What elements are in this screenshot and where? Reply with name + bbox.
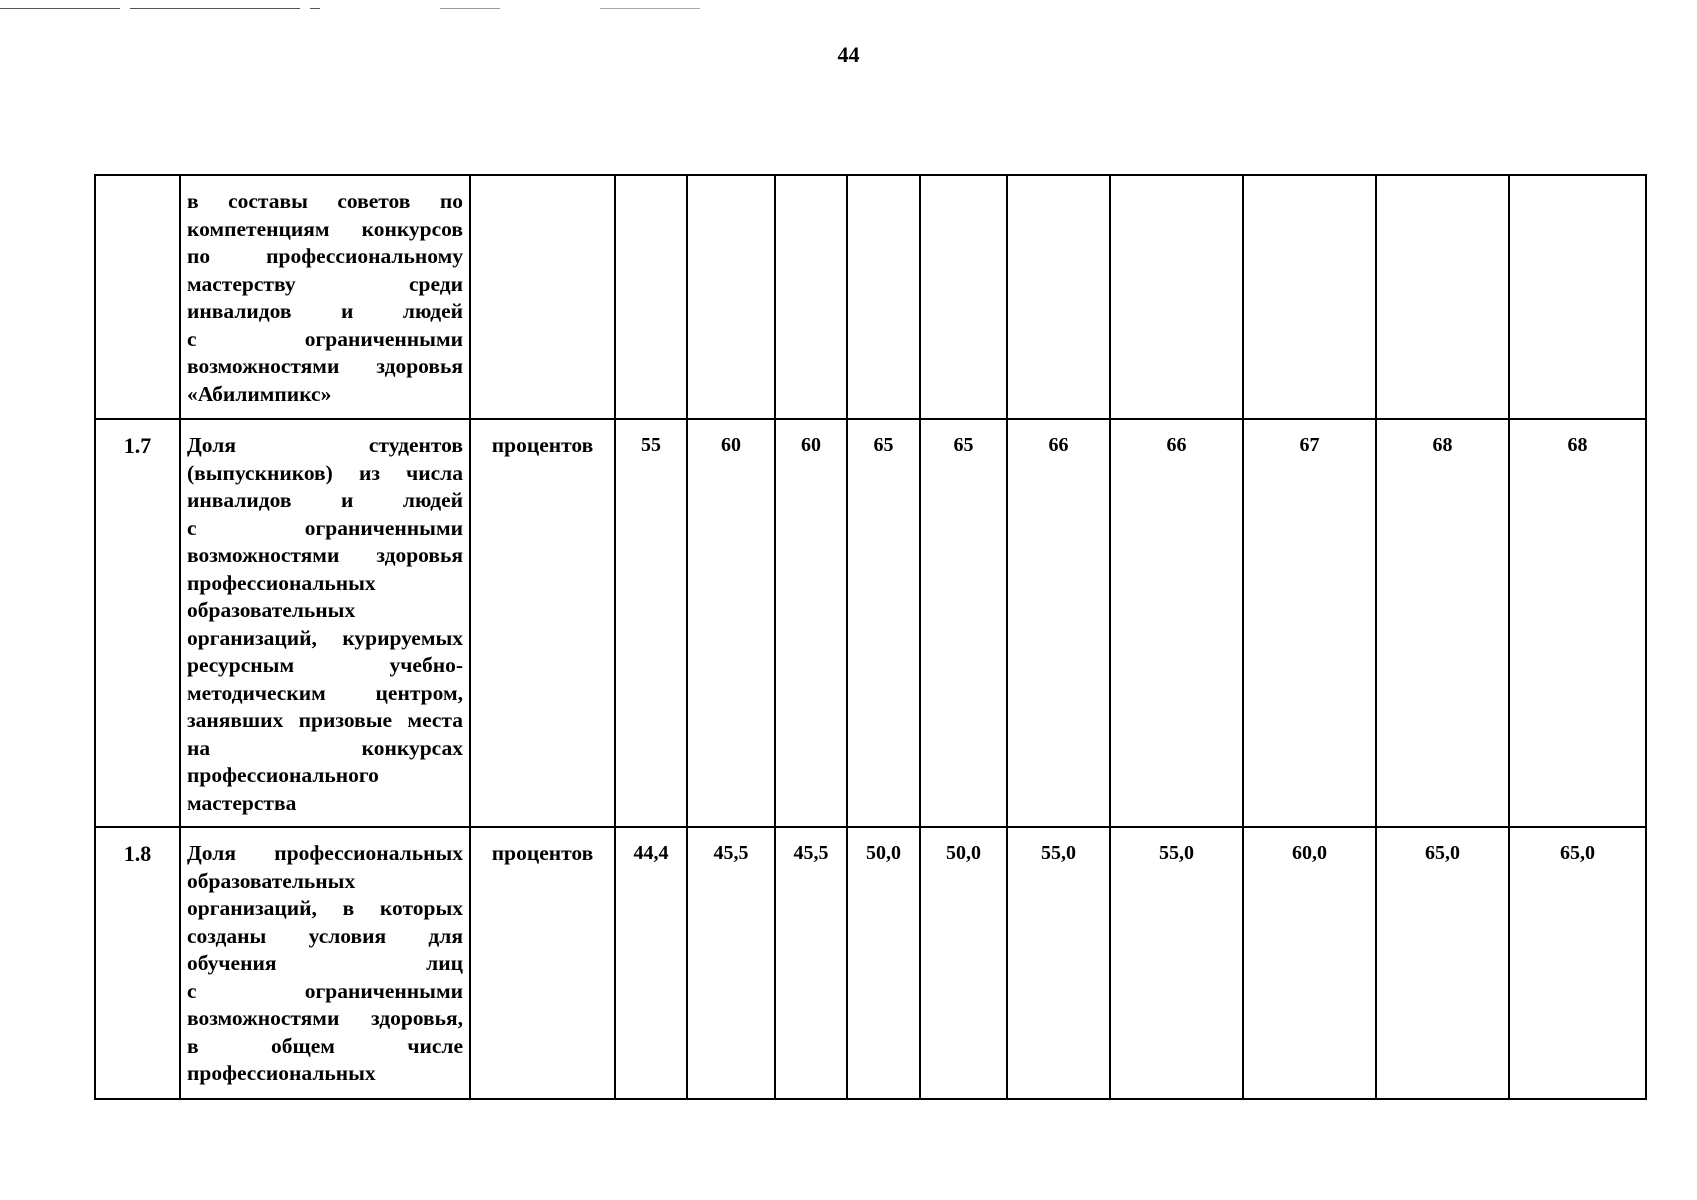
- description-line: мастерству среди: [187, 271, 463, 296]
- value-cell-1: 44,4: [615, 827, 687, 1099]
- value-cell-8: [1243, 175, 1376, 419]
- row-number: [95, 175, 180, 419]
- value-cell-8: 67: [1243, 419, 1376, 827]
- row-number: 1.8: [95, 827, 180, 1099]
- description-line: организаций, в которых: [187, 896, 463, 920]
- unit-of-measure: процентов: [470, 419, 615, 827]
- value-cell-9: [1376, 175, 1509, 419]
- description-line: мастерства: [187, 790, 297, 815]
- description-line: на конкурсах: [187, 735, 463, 760]
- description-line: возможностями здоровья,: [187, 1006, 463, 1030]
- value-cell-4: [847, 175, 920, 419]
- row-number: 1.7: [95, 419, 180, 827]
- description-line: Доля студентов: [187, 433, 463, 457]
- indicator-description: [180, 175, 470, 419]
- description-line: с ограниченными: [187, 515, 463, 540]
- value-cell-7: 66: [1110, 419, 1243, 827]
- indicator-description: [180, 419, 470, 827]
- unit-of-measure: [470, 175, 615, 419]
- description-line: профессионального: [187, 763, 379, 787]
- description-line: организаций, курируемых: [187, 625, 463, 650]
- description-line: с ограниченными: [187, 978, 463, 1003]
- value-cell-7: 55,0: [1110, 827, 1243, 1099]
- value-cell-6: 55,0: [1007, 827, 1110, 1099]
- description-line: в составы советов по: [187, 189, 463, 213]
- value-cell-4: 65: [847, 419, 920, 827]
- description-line: в общем числе: [187, 1033, 463, 1058]
- table-row: [95, 827, 1646, 1099]
- description-line: обучения лиц: [187, 951, 463, 975]
- value-cell-5: 65: [920, 419, 1007, 827]
- page-number: 44: [837, 42, 860, 67]
- description-line: Доля профессиональных: [187, 841, 463, 865]
- description-line: методическим центром,: [187, 680, 463, 705]
- value-cell-1: 55: [615, 419, 687, 827]
- value-cell-1: [615, 175, 687, 419]
- value-cell-9: 68: [1376, 419, 1509, 827]
- description-line: профессиональных: [187, 1061, 376, 1085]
- value-cell-7: [1110, 175, 1243, 419]
- value-cell-3: [775, 175, 847, 419]
- value-cell-10: [1509, 175, 1646, 419]
- description-line: инвалидов и людей: [187, 488, 463, 512]
- value-cell-10: 65,0: [1509, 827, 1646, 1099]
- unit-of-measure: процентов: [470, 827, 615, 1099]
- value-cell-9: 65,0: [1376, 827, 1509, 1099]
- indicators-table: [94, 174, 1647, 1100]
- value-cell-10: 68: [1509, 419, 1646, 827]
- description-line: с ограниченными: [187, 326, 463, 351]
- description-line: ресурсным учебно-: [187, 653, 463, 677]
- description-line: инвалидов и людей: [187, 299, 463, 323]
- value-cell-6: [1007, 175, 1110, 419]
- description-line: образовательных: [187, 598, 356, 622]
- description-line: «Абилимпикс»: [187, 381, 332, 406]
- description-line: возможностями здоровья: [187, 543, 463, 567]
- table-row: [95, 419, 1646, 827]
- value-cell-2: 45,5: [687, 827, 775, 1099]
- description-line: (выпускников) из числа: [187, 460, 463, 485]
- scan-edge-mark: [0, 8, 700, 11]
- description-line: профессиональных: [187, 570, 376, 595]
- value-cell-6: 66: [1007, 419, 1110, 827]
- indicator-description: [180, 827, 470, 1099]
- description-line: компетенциям конкурсов: [187, 216, 463, 241]
- description-line: занявших призовые места: [187, 708, 463, 732]
- description-line: возможностями здоровья: [187, 354, 463, 378]
- table-row: [95, 175, 1646, 419]
- value-cell-4: 50,0: [847, 827, 920, 1099]
- value-cell-8: 60,0: [1243, 827, 1376, 1099]
- value-cell-5: [920, 175, 1007, 419]
- value-cell-2: [687, 175, 775, 419]
- value-cell-3: 60: [775, 419, 847, 827]
- value-cell-2: 60: [687, 419, 775, 827]
- description-line: созданы условия для: [187, 923, 463, 948]
- value-cell-5: 50,0: [920, 827, 1007, 1099]
- description-line: образовательных: [187, 868, 356, 893]
- value-cell-3: 45,5: [775, 827, 847, 1099]
- description-line: по профессиональному: [187, 244, 463, 268]
